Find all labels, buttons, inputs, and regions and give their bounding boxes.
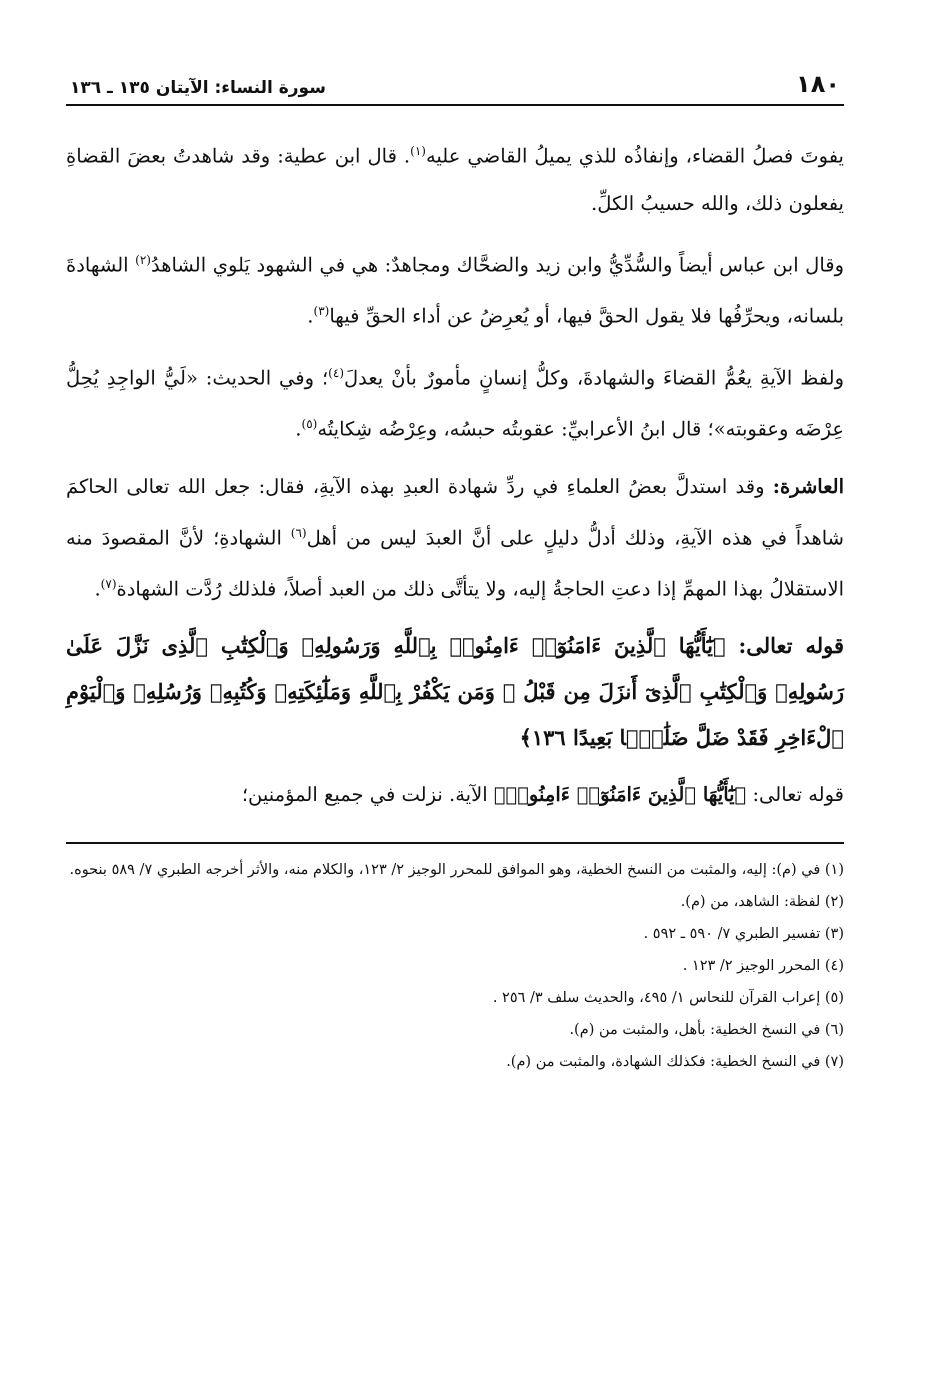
footnote-1: (١) في (م): إليه، والمثبت من النسخ الخطية، وهو الموافق للمحرر الوجيز ٢/ ١٢٣، والكلام منه، والأثر أخرجه الطبري ٧/ ٥٨٩ بنحوه. <box>69 861 844 878</box>
running-title: سورة النساء: الآيتان ١٣٥ ـ ١٣٦ <box>70 78 326 98</box>
verse-block <box>66 623 844 761</box>
footnote-2: (٢) لفظة: الشاهد، من (م). <box>680 893 844 910</box>
paragraph-2-text-c: . <box>307 304 314 328</box>
verse-label: قوله تعالى: <box>725 632 844 658</box>
footnote-ref-1: (١) <box>410 144 426 158</box>
footnote-7: (٧) في النسخ الخطية: فكذلك الشهادة، والمثبت من (م). <box>506 1053 844 1070</box>
footnote-ref-5: (٥) <box>301 417 318 431</box>
main-text <box>66 128 844 818</box>
paragraph-2-text-b: الشهادةَ بلسانه، ويحرِّفُها فلا يقول الحقَّ فيها، أو يُعرِضُ عن أداء الحقِّ فيها <box>66 253 844 328</box>
paragraph-1 <box>66 128 844 227</box>
verse-text: ﴿يَٰٓأَيُّهَا ٱلَّذِينَ ءَامَنُوٓا۟ ءَامِنُوا۟ بِٱللَّهِ وَرَسُولِهِۦ وَٱلْكِتَٰبِ ٱلَّذِى نَزَّلَ عَلَىٰ رَسُولِهِۦ وَٱلْكِتَٰبِ ٱلَّذِىٓ أَنزَلَ مِن قَبْلُ ۚ وَمَن يَكْفُرْ بِٱللَّهِ وَمَلَٰٓئِكَتِهِۦ وَكُتُبِهِۦ وَرُسُلِهِۦ وَٱلْيَوْمِ ٱلْءَاخِرِ فَقَدْ ضَلَّ ضَلَٰلًۢا بَعِيدًا ١٣٦﴾ <box>66 632 844 750</box>
paragraph-4-text-b: الشهادةِ؛ لأنَّ المقصودَ منه الاستقلالُ بهذا المهمِّ إذا دعتِ الحاجةُ إليه، ولا يتأتَّى ذلك من العبد أصلاً، فلذلك رُدَّت الشهادة <box>66 526 844 601</box>
footnote-ref-4: (٤) <box>328 365 344 380</box>
paragraph-1-rest: . قال ابن عطية: وقد شاهدتُ بعضَ القضاةِ يفعلون ذلك، والله حسيبُ الكلِّ. <box>66 144 844 215</box>
footnote-3: (٣) تفسير الطبري ٧/ ٥٩٠ ـ ٥٩٢ . <box>643 925 844 942</box>
footnote-divider <box>66 842 844 844</box>
paragraph-2-text-a: وقال ابن عباس أيضاً والسُّدِّيُّ وابن زيد والضحَّاك ومجاهدٌ: هي في الشهود يَلوي الشاهدُ <box>150 253 844 276</box>
paragraph-4-text-c: . <box>94 577 101 601</box>
footnote-ref-2: (٢) <box>135 252 151 267</box>
paragraph-3 <box>66 350 844 453</box>
footnotes <box>66 856 844 1076</box>
book-page <box>66 60 844 1080</box>
paragraph-3-text-b: ؛ وفي الحديث: «لَيُّ الواجِدِ يُحِلُّ عِرْضَه وعقوبته»؛ قال ابنُ الأعرابيِّ: عقوبتُه حبسُه، وعِرْضُه شِكايتُه <box>66 366 844 441</box>
footnote-6: (٦) في النسخ الخطية: بأهل، والمثبت من (م). <box>569 1021 844 1038</box>
footnote-ref-3: (٣) <box>313 304 330 318</box>
paragraph-3-text-c: . <box>295 417 302 441</box>
paragraph-5-text: الآية. نزلت في جميع المؤمنين؛ <box>241 782 494 806</box>
section-label-tenth: العاشرة: <box>772 474 844 498</box>
footnote-ref-6: (٦) <box>290 525 307 540</box>
page-number: ١٨٠ <box>796 70 840 98</box>
paragraph-2 <box>66 237 844 340</box>
footnote-ref-7: (٧) <box>100 577 117 591</box>
footnote-5: (٥) إعراب القرآن للنحاس ١/ ٤٩٥، والحديث سلف ٣/ ٢٥٦ . <box>492 989 844 1006</box>
paragraph-3-text-a: ولفظ الآيةِ يعُمُّ القضاءَ والشهادةَ، وكلُّ إنسانٍ مأمورٌ بأنْ يعدلَ <box>344 366 844 389</box>
footnote-4: (٤) المحرر الوجيز ٢/ ١٢٣ . <box>682 957 844 974</box>
paragraph-4 <box>66 463 844 613</box>
paragraph-5 <box>66 771 844 818</box>
paragraph-5-label: قوله تعالى: <box>746 782 844 806</box>
page-header <box>66 60 844 106</box>
paragraph-1-text: يفوتَ فصلُ القضاء، وإنفاذُه للذي يميلُ القاضي عليه <box>425 144 844 168</box>
paragraph-4-text-a: وقد استدلَّ بعضُ العلماءِ في ردِّ شهادة العبدِ بهذه الآيةِ، فقال: جعل الله تعالى الحاكمَ شاهداً في هذه الآيةِ، وذلك أدلُّ دليلٍ على أنَّ العبدَ ليس من أهل <box>66 474 845 549</box>
paragraph-5-quote: ﴿يَٰٓأَيُّهَا ٱلَّذِينَ ءَامَنُوٓا۟ ءَامِنُوا۟﴾ <box>493 782 747 806</box>
